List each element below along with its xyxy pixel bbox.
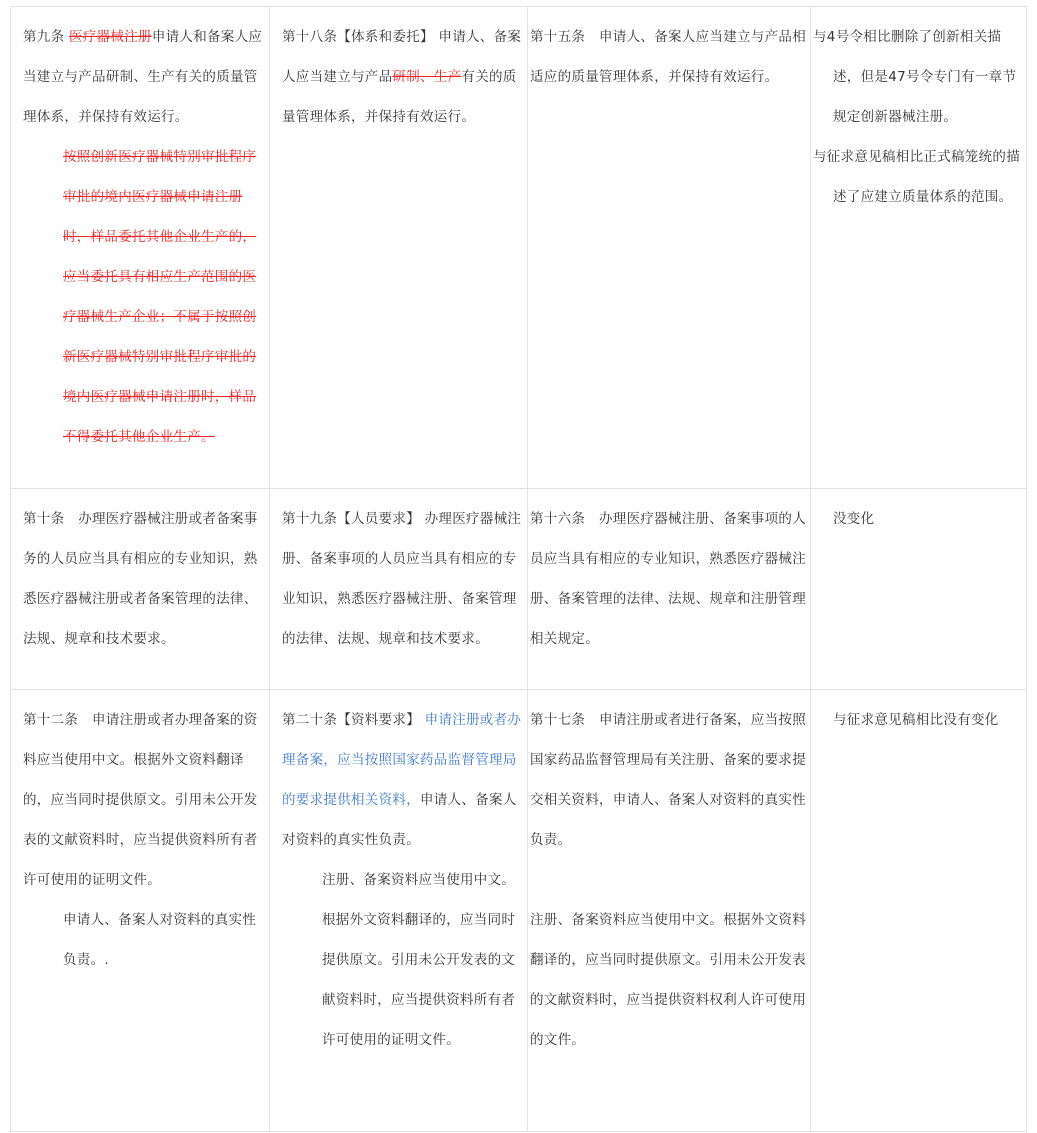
comment-cell: 与征求意见稿相比没有变化 xyxy=(811,690,1027,1132)
old-rule-cell: 第十条 办理医疗器械注册或者备案事务的人员应当具有相应的专业知识，熟悉医疗器械注册或者备案管理的法律、法规、规章和技术要求。 xyxy=(11,489,270,690)
spacer xyxy=(530,860,810,900)
deleted-text: 医疗器械注册 xyxy=(69,29,152,45)
comment-cell: 没变化 xyxy=(811,489,1027,690)
deleted-text: 研制、生产 xyxy=(392,69,462,85)
added-text: 申请注册或者办理备案，应当按照国家药品监督管理局的要求提供相关资料， xyxy=(282,712,522,808)
comparison-table xyxy=(10,6,1027,1132)
draft-rule-cell: 第十八条【体系和委托】 申请人、备案人应当建立与产品研制、生产有关的质量管理体系，并保持有效运行。 xyxy=(270,7,528,489)
final-rule-cell: 第十七条 申请注册或者进行备案，应当按照国家药品监督管理局有关注册、备案的要求提交相关资料，申请人、备案人对资料的真实性负责。 注册、备案资料应当使用中文。根据外文资料翻译的，应当同时提供原文。引用未公开发表的文献资料时，应当提供资料权利人许可使用的文件。 xyxy=(528,690,811,1132)
table-row xyxy=(11,7,1027,489)
old-rule-cell: 第九条 医疗器械注册申请人和备案人应当建立与产品研制、生产有关的质量管理体系，并保持有效运行。 按照创新医疗器械特别审批程序审批的境内医疗器械申请注册时，样品委托其他企业生产的，应当委托具有相应生产范围的医疗器械生产企业；不属于按照创新医疗器械特别审批程序审批的境内医疗器械申请注册时，样品不得委托其他企业生产。 xyxy=(11,7,270,489)
comment-cell: 与4号令相比删除了创新相关描述，但是47号令专门有一章节规定创新器械注册。 与征求意见稿相比正式稿笼统的描述了应建立质量体系的范围。 xyxy=(811,7,1027,489)
final-rule-cell: 第十五条 申请人、备案人应当建立与产品相适应的质量管理体系，并保持有效运行。 xyxy=(528,7,811,489)
final-rule-cell: 第十六条 办理医疗器械注册、备案事项的人员应当具有相应的专业知识，熟悉医疗器械注册、备案管理的法律、法规、规章和注册管理相关规定。 xyxy=(528,489,811,690)
draft-rule-cell: 第十九条【人员要求】 办理医疗器械注册、备案事项的人员应当具有相应的专业知识，熟悉医疗器械注册、备案管理的法律、法规、规章和技术要求。 xyxy=(270,489,528,690)
table-row xyxy=(11,690,1027,1132)
old-rule-cell: 第十二条 申请注册或者办理备案的资料应当使用中文。根据外文资料翻译的，应当同时提供原文。引用未公开发表的文献资料时，应当提供资料所有者许可使用的证明文件。 申请人、备案人对资料的真实性负责。. xyxy=(11,690,270,1132)
deleted-paragraph: 按照创新医疗器械特别审批程序审批的境内医疗器械申请注册时，样品委托其他企业生产的，应当委托具有相应生产范围的医疗器械生产企业；不属于按照创新医疗器械特别审批程序审批的境内医疗器械申请注册时，样品不得委托其他企业生产。 xyxy=(63,149,257,445)
draft-rule-cell: 第二十条【资料要求】 申请注册或者办理备案，应当按照国家药品监督管理局的要求提供相关资料，申请人、备案人对资料的真实性负责。 注册、备案资料应当使用中文。根据外文资料翻译的，应当同时提供原文。引用未公开发表的文献资料时，应当提供资料所有者许可使用的证明文件。 xyxy=(270,690,528,1132)
table-row xyxy=(11,489,1027,690)
